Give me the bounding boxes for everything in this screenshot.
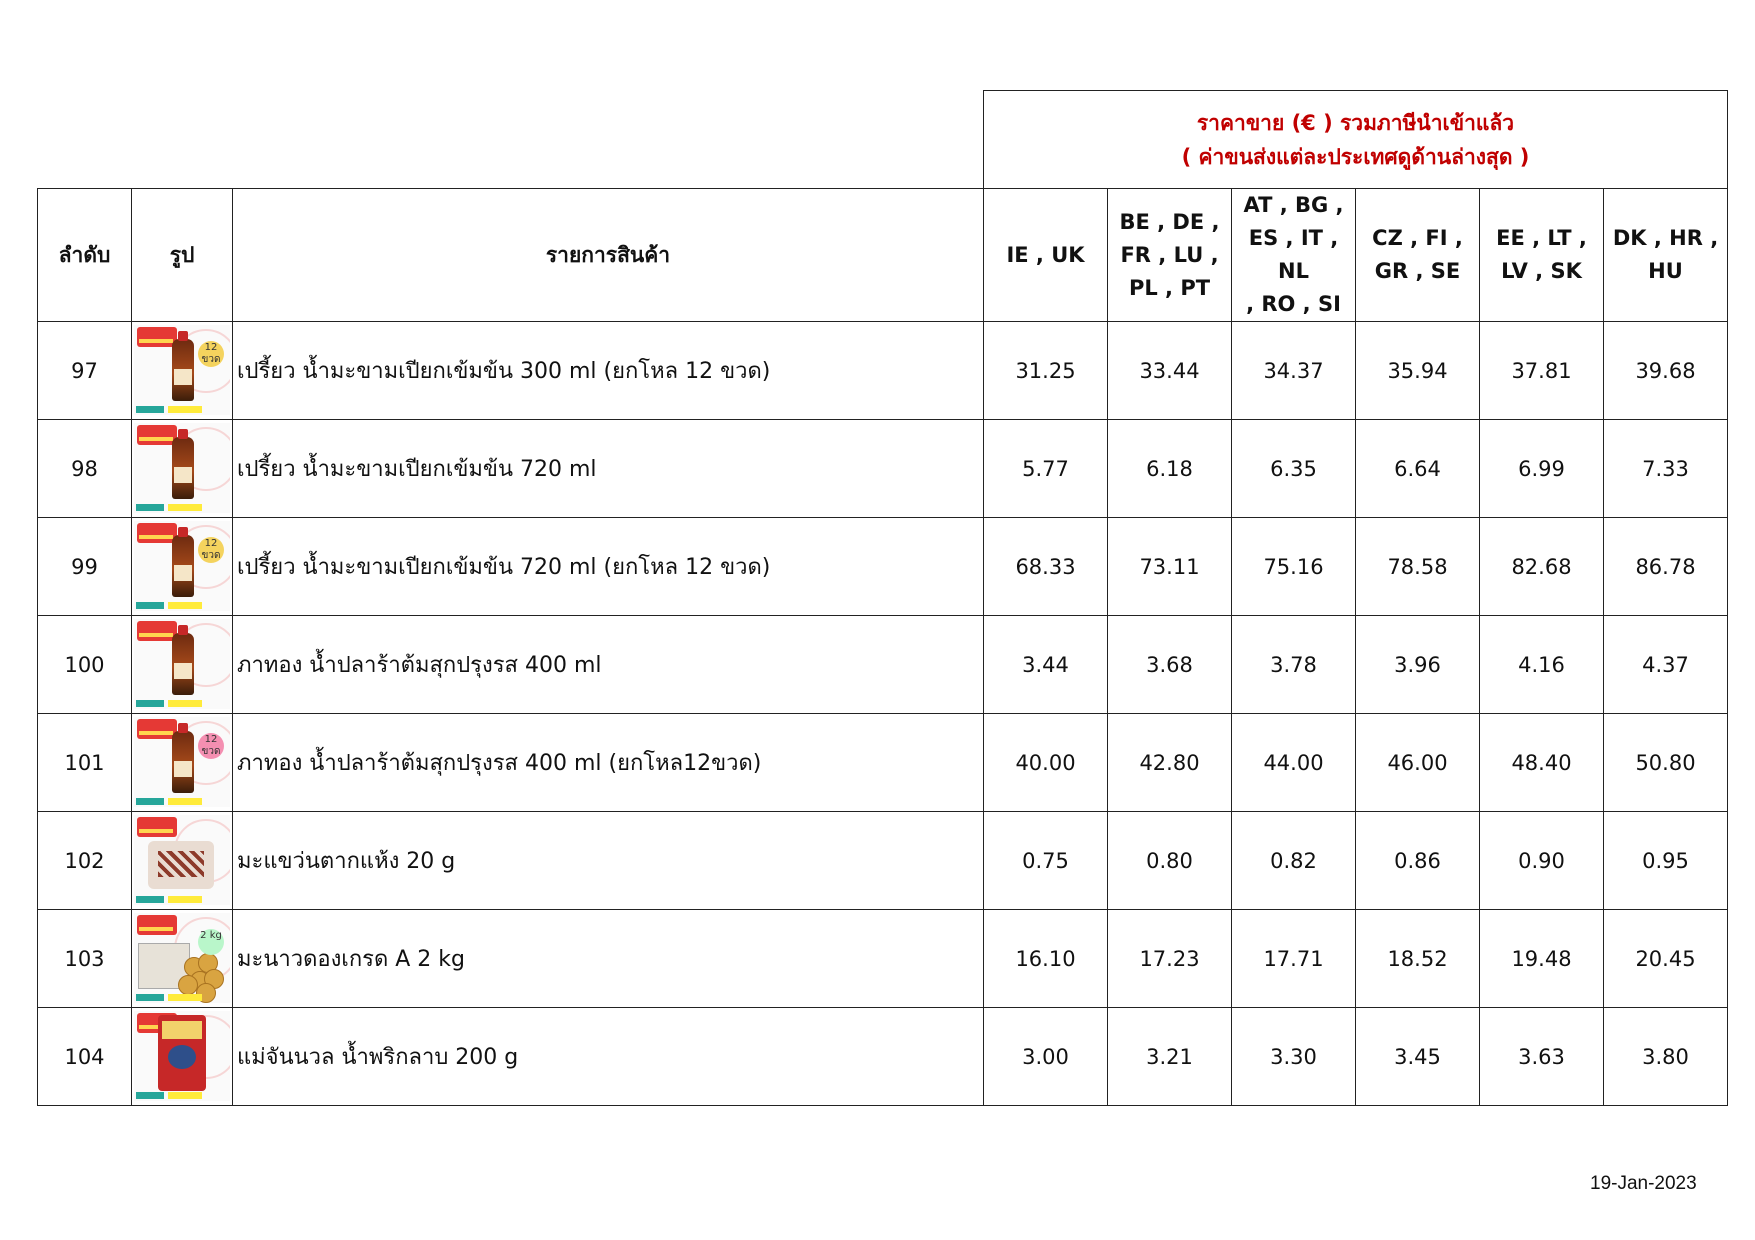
price-cell: 6.35 <box>1232 420 1356 518</box>
col-header-no: ลำดับ <box>38 189 132 322</box>
price-cell: 35.94 <box>1356 322 1480 420</box>
guarantee-tag-icon <box>168 602 202 609</box>
product-price-table <box>37 188 1728 1106</box>
product-image-cell <box>132 910 233 1008</box>
col-header-be-line2: FR , LU , <box>1120 242 1219 267</box>
price-cell: 48.40 <box>1480 714 1604 812</box>
price-cell: 4.16 <box>1480 616 1604 714</box>
product-image <box>134 913 230 1003</box>
price-cell: 0.86 <box>1356 812 1480 910</box>
delivery-truck-icon <box>137 719 177 739</box>
table-row <box>38 910 1728 1008</box>
bottle-icon <box>172 633 194 695</box>
col-header-ee-group <box>1480 189 1604 322</box>
chili-paste-pack-icon <box>158 1015 206 1091</box>
product-name: มะแขว่นตากแห้ง 20 g <box>233 812 984 910</box>
row-number: 97 <box>38 322 132 420</box>
col-header-dk-line1: DK , HR , <box>1612 226 1719 250</box>
delivery-truck-icon <box>137 425 177 445</box>
price-cell: 3.80 <box>1604 1008 1728 1106</box>
col-header-image: รูป <box>132 189 233 322</box>
price-cell: 7.33 <box>1604 420 1728 518</box>
price-cell: 39.68 <box>1604 322 1728 420</box>
row-number: 99 <box>38 518 132 616</box>
col-header-be-line3: PL , PT <box>1128 275 1211 300</box>
delivery-truck-icon <box>137 327 177 347</box>
price-cell: 73.11 <box>1108 518 1232 616</box>
col-header-cz-line1: CZ , FI , <box>1372 226 1463 250</box>
col-header-at-line1: AT , BG , <box>1243 193 1344 217</box>
price-cell: 0.75 <box>984 812 1108 910</box>
guarantee-tag-icon <box>168 896 202 903</box>
product-image-cell <box>132 518 233 616</box>
row-number: 104 <box>38 1008 132 1106</box>
price-cell: 31.25 <box>984 322 1108 420</box>
price-cell: 3.96 <box>1356 616 1480 714</box>
col-header-cz-line2: GR , SE <box>1374 259 1461 283</box>
bottle-icon <box>172 339 194 401</box>
table-row <box>38 420 1728 518</box>
price-cell: 78.58 <box>1356 518 1480 616</box>
price-header <box>983 90 1728 188</box>
table-row <box>38 322 1728 420</box>
price-cell: 33.44 <box>1108 322 1232 420</box>
price-cell: 0.80 <box>1108 812 1232 910</box>
price-cell: 3.44 <box>984 616 1108 714</box>
price-cell: 6.18 <box>1108 420 1232 518</box>
price-header-line1: ราคาขาย (€ ) รวมภาษีนำเข้าแล้ว <box>1196 110 1515 135</box>
product-image-cell <box>132 420 233 518</box>
shipping-tag-icon <box>136 700 164 707</box>
price-cell: 82.68 <box>1480 518 1604 616</box>
col-header-be-group <box>1108 189 1232 322</box>
header-row <box>38 189 1728 322</box>
price-cell: 5.77 <box>984 420 1108 518</box>
col-header-at-group <box>1232 189 1356 322</box>
product-image-cell <box>132 322 233 420</box>
shipping-tag-icon <box>136 896 164 903</box>
price-cell: 0.90 <box>1480 812 1604 910</box>
delivery-truck-icon <box>137 915 177 935</box>
col-header-ee-line2: LV , SK <box>1501 259 1582 283</box>
table-row <box>38 518 1728 616</box>
price-cell: 20.45 <box>1604 910 1728 1008</box>
quantity-badge: 12 ขวด <box>198 341 224 367</box>
shipping-tag-icon <box>136 1092 164 1099</box>
guarantee-tag-icon <box>168 700 202 707</box>
row-number: 103 <box>38 910 132 1008</box>
price-cell: 16.10 <box>984 910 1108 1008</box>
price-cell: 42.80 <box>1108 714 1232 812</box>
col-header-ee-line1: EE , LT , <box>1496 226 1587 250</box>
price-cell: 75.16 <box>1232 518 1356 616</box>
guarantee-tag-icon <box>168 798 202 805</box>
price-cell: 19.48 <box>1480 910 1604 1008</box>
price-cell: 17.71 <box>1232 910 1356 1008</box>
product-name: เปรี้ยว น้ำมะขามเปียกเข้มข้น 300 ml (ยกโหล 12 ขวด) <box>233 322 984 420</box>
delivery-truck-icon <box>137 817 177 837</box>
price-cell: 44.00 <box>1232 714 1356 812</box>
product-image <box>134 521 230 611</box>
price-cell: 68.33 <box>984 518 1108 616</box>
price-cell: 46.00 <box>1356 714 1480 812</box>
product-image-cell <box>132 812 233 910</box>
price-cell: 3.45 <box>1356 1008 1480 1106</box>
dried-spice-bag-icon <box>148 841 214 889</box>
guarantee-tag-icon <box>168 504 202 511</box>
guarantee-tag-icon <box>168 406 202 413</box>
lime-icon <box>178 975 198 995</box>
price-cell: 17.23 <box>1108 910 1232 1008</box>
table-row <box>38 1008 1728 1106</box>
shipping-tag-icon <box>136 994 164 1001</box>
product-name: เปรี้ยว น้ำมะขามเปียกเข้มข้น 720 ml <box>233 420 984 518</box>
price-cell: 0.82 <box>1232 812 1356 910</box>
product-name: แม่จันนวล น้ำพริกลาบ 200 g <box>233 1008 984 1106</box>
product-image-cell <box>132 714 233 812</box>
col-header-dk-group <box>1604 189 1728 322</box>
shipping-tag-icon <box>136 798 164 805</box>
document-date: 19-Jan-2023 <box>1590 1173 1697 1194</box>
product-name: มะนาวดองเกรด A 2 kg <box>233 910 984 1008</box>
price-cell: 3.21 <box>1108 1008 1232 1106</box>
price-cell: 3.00 <box>984 1008 1108 1106</box>
shipping-tag-icon <box>136 504 164 511</box>
guarantee-tag-icon <box>168 1092 202 1099</box>
price-cell: 6.99 <box>1480 420 1604 518</box>
product-image <box>134 325 230 415</box>
price-cell: 3.63 <box>1480 1008 1604 1106</box>
product-image <box>134 815 230 905</box>
guarantee-tag-icon <box>168 994 202 1001</box>
price-cell: 6.64 <box>1356 420 1480 518</box>
row-number: 98 <box>38 420 132 518</box>
price-cell: 50.80 <box>1604 714 1728 812</box>
col-header-be-line1: BE , DE , <box>1119 209 1220 234</box>
bottle-icon <box>172 535 194 597</box>
price-header-line2: ( ค่าขนส่งแต่ละประเทศดูด้านล่างสุด ) <box>1181 144 1530 169</box>
product-name: เปรี้ยว น้ำมะขามเปียกเข้มข้น 720 ml (ยกโหล 12 ขวด) <box>233 518 984 616</box>
quantity-badge: 2 kg <box>198 929 224 955</box>
row-number: 100 <box>38 616 132 714</box>
quantity-badge: 12 ขวด <box>198 733 224 759</box>
product-image <box>134 1011 230 1101</box>
product-image <box>134 619 230 709</box>
col-header-dk-line2: HU <box>1648 259 1683 283</box>
product-image <box>134 717 230 807</box>
price-cell: 4.37 <box>1604 616 1728 714</box>
product-name: ภาทอง น้ำปลาร้าต้มสุกปรุงรส 400 ml <box>233 616 984 714</box>
col-header-at-line3: , RO , SI <box>1246 292 1341 316</box>
price-cell: 3.30 <box>1232 1008 1356 1106</box>
price-cell: 3.78 <box>1232 616 1356 714</box>
price-cell: 34.37 <box>1232 322 1356 420</box>
bottle-icon <box>172 731 194 793</box>
col-header-cz-group <box>1356 189 1480 322</box>
product-image-cell <box>132 616 233 714</box>
price-cell: 3.68 <box>1108 616 1232 714</box>
price-cell: 18.52 <box>1356 910 1480 1008</box>
price-cell: 0.95 <box>1604 812 1728 910</box>
delivery-truck-icon <box>137 523 177 543</box>
table-row <box>38 616 1728 714</box>
col-header-at-line2: ES , IT , NL <box>1248 226 1339 283</box>
row-number: 102 <box>38 812 132 910</box>
table-row <box>38 714 1728 812</box>
product-image-cell <box>132 1008 233 1106</box>
table-row <box>38 812 1728 910</box>
price-cell: 86.78 <box>1604 518 1728 616</box>
bottle-icon <box>172 437 194 499</box>
product-image <box>134 423 230 513</box>
product-name: ภาทอง น้ำปลาร้าต้มสุกปรุงรส 400 ml (ยกโหล12ขวด) <box>233 714 984 812</box>
price-cell: 37.81 <box>1480 322 1604 420</box>
delivery-truck-icon <box>137 621 177 641</box>
shipping-tag-icon <box>136 406 164 413</box>
price-cell: 40.00 <box>984 714 1108 812</box>
row-number: 101 <box>38 714 132 812</box>
shipping-tag-icon <box>136 602 164 609</box>
col-header-item: รายการสินค้า <box>233 189 984 322</box>
quantity-badge: 12 ขวด <box>198 537 224 563</box>
col-header-ie-uk: IE , UK <box>984 189 1108 322</box>
